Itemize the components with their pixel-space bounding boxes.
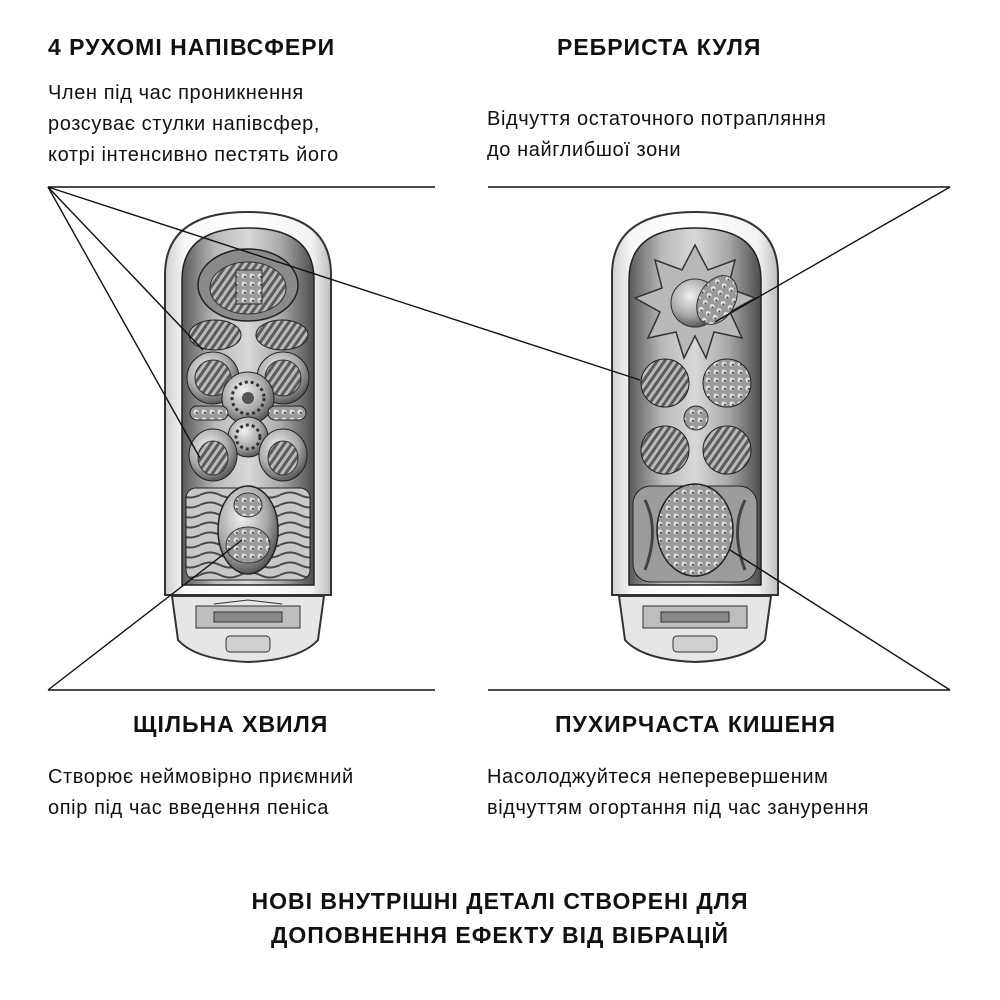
heading-movable-hemispheres: 4 РУХОМІ НАПІВСФЕРИ: [48, 34, 336, 60]
right-device-illustration: [612, 212, 778, 662]
description-line: відчуттям огортання під час занурення: [487, 797, 870, 819]
left-device-illustration: [165, 212, 331, 662]
heading-bubble-pocket: ПУХИРЧАСТА КИШЕНЯ: [555, 711, 837, 737]
heading-ribbed-ball: РЕБРИСТА КУЛЯ: [557, 34, 762, 60]
description-line: Відчуття остаточного потрапляння: [487, 108, 827, 130]
description-ribbed-ball: [487, 104, 826, 166]
description-line: Насолоджуйтеся неперевершеним: [487, 766, 829, 788]
footer-line-1: НОВІ ВНУТРІШНІ ДЕТАЛІ СТВОРЕНІ ДЛЯ: [251, 888, 749, 914]
heading-dense-wave: ЩІЛЬНА ХВИЛЯ: [133, 711, 329, 737]
description-dense-wave: [48, 762, 354, 824]
description-bubble-pocket: [487, 762, 869, 824]
description-line: до найглибшої зони: [487, 139, 682, 161]
footer-line-2: ДОПОВНЕННЯ ЕФЕКТУ ВІД ВІБРАЦІЙ: [270, 922, 730, 948]
description-line: котрі інтенсивно пестять його: [48, 144, 339, 166]
description-line: Створює неймовірно приємний: [48, 766, 354, 788]
description-line: Член під час проникнення: [48, 82, 304, 104]
footer-tagline: [0, 884, 1000, 952]
description-line: розсуває стулки напівсфер,: [48, 113, 321, 135]
description-line: опір під час введення пеніса: [48, 797, 330, 819]
description-movable-hemispheres: [48, 78, 339, 171]
